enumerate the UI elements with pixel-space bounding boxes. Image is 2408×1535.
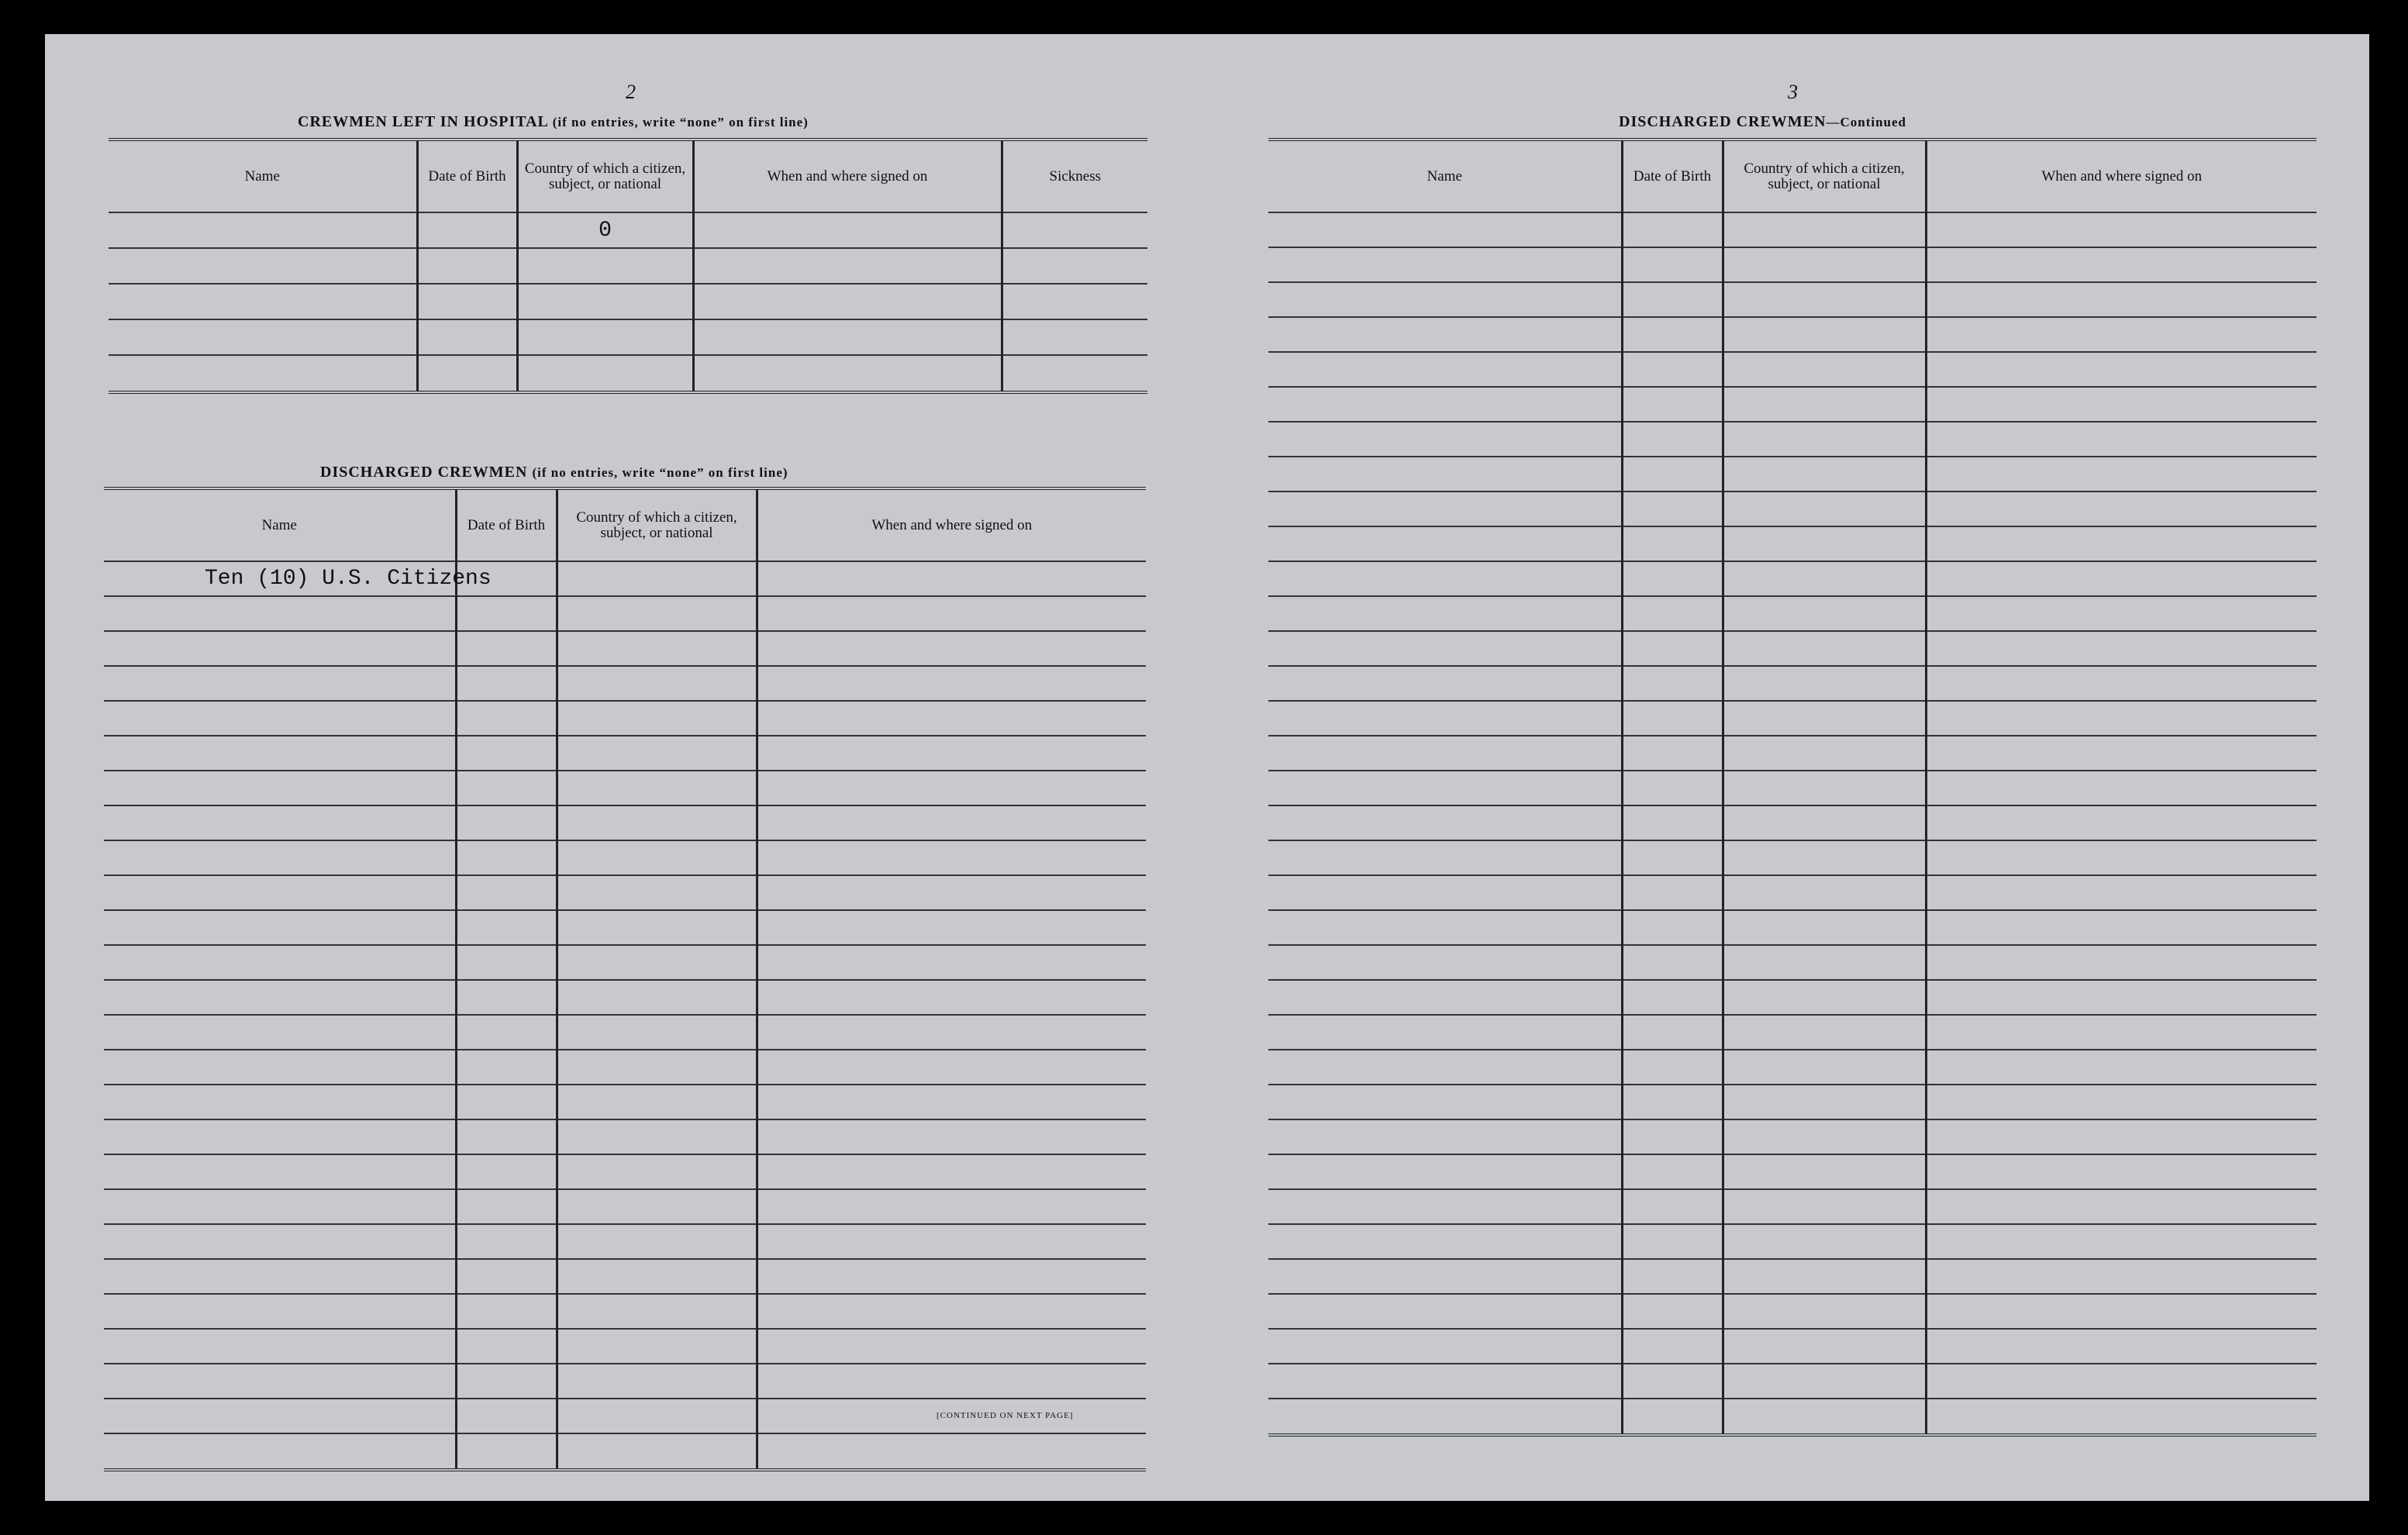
continued-row [1268, 840, 2317, 875]
continued-col-name: Name [1268, 141, 1622, 212]
discharged-col-dob: Date of Birth [456, 490, 557, 561]
continued-row [1268, 1399, 2317, 1433]
continued-row [1268, 561, 2317, 596]
continued-row [1268, 980, 2317, 1015]
discharged-row [104, 910, 1146, 945]
hospital-cell-dob [417, 212, 517, 248]
hospital-header-row [109, 141, 1147, 212]
discharged-row [104, 1189, 1146, 1224]
discharged-row [104, 1329, 1146, 1364]
discharged-row [104, 771, 1146, 805]
continued-title-text: DISCHARGED CREWMEN [1619, 113, 1827, 130]
hospital-row [109, 212, 1147, 248]
continued-row [1268, 875, 2317, 910]
discharged-title-text: DISCHARGED CREWMEN [320, 464, 528, 481]
hospital-row [109, 248, 1147, 284]
hospital-instruction: (if no entries, write “none” on first line) [552, 115, 809, 129]
discharged-row [104, 805, 1146, 840]
continued-row [1268, 1364, 2317, 1399]
discharged-row [104, 1085, 1146, 1119]
continued-row [1268, 526, 2317, 561]
discharged-row [104, 1259, 1146, 1294]
discharged-row [104, 1050, 1146, 1085]
hospital-col-sickness: Sickness [1002, 141, 1147, 212]
discharged-col-signed-on: When and where signed on [757, 490, 1146, 561]
continued-row [1268, 1329, 2317, 1364]
hospital-cell-name [109, 212, 417, 248]
continued-row [1268, 945, 2317, 980]
discharged-row [104, 980, 1146, 1015]
continued-row [1268, 352, 2317, 387]
discharged-row [104, 1224, 1146, 1259]
continued-row [1268, 387, 2317, 422]
left-page-number: 2 [626, 81, 636, 103]
hospital-title-text: CREWMEN LEFT IN HOSPITAL [298, 113, 548, 130]
hospital-row [109, 319, 1147, 355]
continued-row [1268, 492, 2317, 526]
continued-row [1268, 771, 2317, 805]
continued-row [1268, 1119, 2317, 1154]
discharged-table [104, 487, 1146, 1471]
continued-row [1268, 282, 2317, 317]
continued-title-suffix: —Continued [1826, 115, 1906, 129]
hospital-cell-country: 0 [517, 212, 693, 248]
continued-row [1268, 701, 2317, 736]
continued-row [1268, 1259, 2317, 1294]
continued-row [1268, 1085, 2317, 1119]
continued-row [1268, 736, 2317, 771]
continued-section-title [1619, 113, 1906, 131]
continued-row [1268, 1154, 2317, 1189]
continued-row [1268, 1015, 2317, 1050]
discharged-row [104, 1015, 1146, 1050]
form-paper [45, 34, 2369, 1501]
hospital-section-title [298, 113, 809, 131]
continued-row [1268, 422, 2317, 457]
discharged-row [104, 561, 1146, 596]
continued-row [1268, 457, 2317, 492]
discharged-row [104, 1364, 1146, 1399]
continued-row [1268, 1224, 2317, 1259]
continued-col-signed-on: When and where signed on [1926, 141, 2317, 212]
hospital-cell-sickness [1002, 212, 1147, 248]
discharged-row [104, 1119, 1146, 1154]
continued-row [1268, 1189, 2317, 1224]
hospital-row [109, 355, 1147, 391]
hospital-col-signed-on: When and where signed on [693, 141, 1002, 212]
discharged-row [104, 1294, 1146, 1329]
discharged-cell-name: Ten (10) U.S. Citizens [104, 561, 456, 596]
discharged-row [104, 875, 1146, 910]
hospital-col-name: Name [109, 141, 417, 212]
discharged-col-name: Name [104, 490, 456, 561]
discharged-row [104, 1154, 1146, 1189]
discharged-row [104, 701, 1146, 736]
discharged-section-title [320, 464, 788, 481]
continued-table [1268, 138, 2317, 1437]
continued-row [1268, 631, 2317, 666]
discharged-header-row [104, 490, 1146, 561]
continued-row [1268, 1294, 2317, 1329]
continued-row [1268, 666, 2317, 701]
discharged-row [104, 736, 1146, 771]
discharged-cell-signed-on [757, 561, 1146, 596]
continued-row [1268, 805, 2317, 840]
continued-row [1268, 317, 2317, 352]
continued-row [1268, 1050, 2317, 1085]
discharged-instruction: (if no entries, write “none” on first line) [532, 465, 788, 480]
discharged-row [104, 1433, 1146, 1468]
discharged-col-country: Country of which a citizen, subject, or national [557, 490, 757, 561]
right-page-number: 3 [1788, 81, 1798, 103]
continued-row [1268, 212, 2317, 247]
discharged-row [104, 666, 1146, 701]
discharged-row [104, 840, 1146, 875]
continued-header-row [1268, 141, 2317, 212]
continued-row [1268, 247, 2317, 282]
continued-col-dob: Date of Birth [1622, 141, 1723, 212]
continued-row [1268, 596, 2317, 631]
continued-col-country: Country of which a citizen, subject, or national [1723, 141, 1926, 212]
discharged-cell-country [557, 561, 757, 596]
discharged-row [104, 945, 1146, 980]
discharged-row [104, 596, 1146, 631]
hospital-col-country: Country of which a citizen, subject, or national [517, 141, 693, 212]
continued-footnote: [CONTINUED ON NEXT PAGE] [937, 1411, 1074, 1420]
hospital-cell-signed-on [693, 212, 1002, 248]
discharged-row [104, 631, 1146, 666]
hospital-row [109, 284, 1147, 319]
hospital-table [109, 138, 1147, 394]
continued-row [1268, 910, 2317, 945]
hospital-col-dob: Date of Birth [417, 141, 517, 212]
